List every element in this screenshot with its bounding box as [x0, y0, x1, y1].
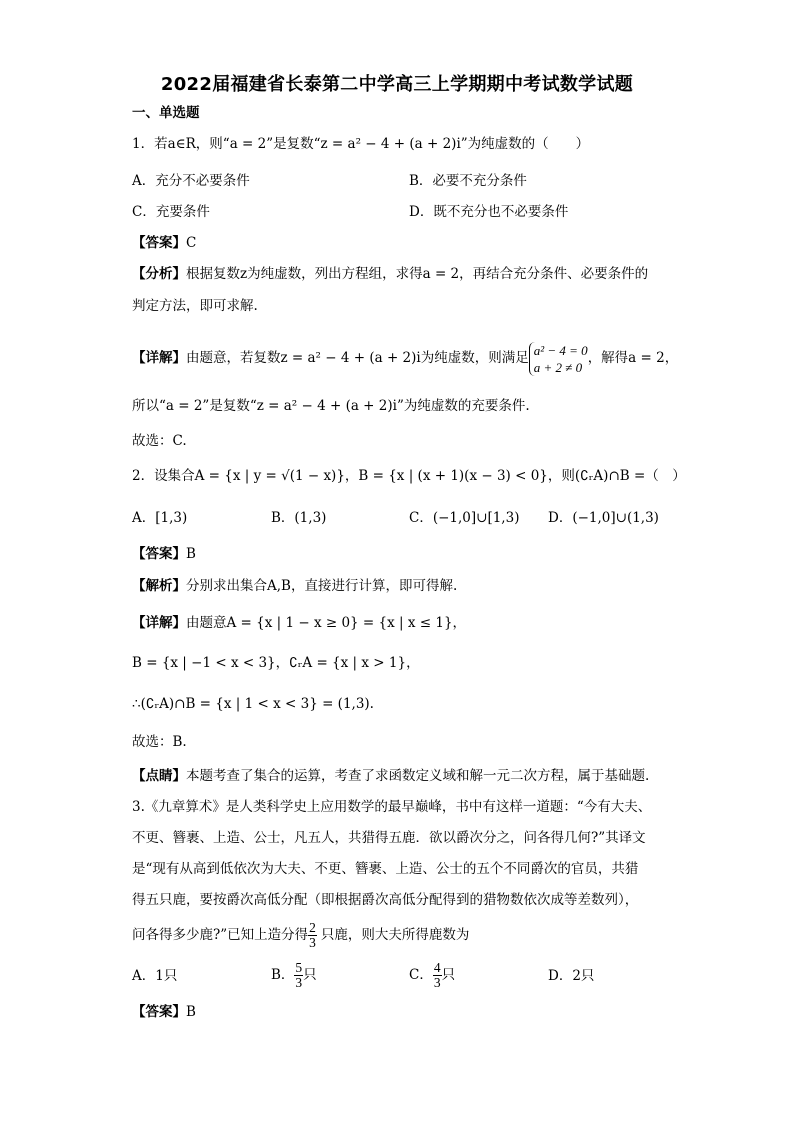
q1-option-d: D．既不充分也不必要条件: [409, 204, 569, 220]
q2-detail-line1: [132, 613, 466, 633]
q2-option-b: B．(1,3): [271, 510, 327, 526]
analysis-text: 分别求出集合A,B，直接进行计算，即可得解.: [186, 578, 458, 594]
q2-option-a: A．[1,3): [132, 510, 188, 526]
fraction: [433, 961, 442, 990]
fraction: [308, 921, 317, 950]
fraction-numerator: 5: [295, 960, 303, 975]
q2-comment: [132, 766, 649, 786]
q3-stem-line4: 得五只鹿，要按爵次高低分配（即根据爵次高低分配得到的猎物数依次成等差数列），: [132, 892, 639, 908]
q1-option-c: C．充要条件: [132, 204, 210, 220]
q1-stem: 1．若a∈R，则“a = 2”是复数“z = a² − 4 + (a + 2)i”为纯虚数的（ ）: [132, 136, 590, 152]
answer-tag: 【答案】: [132, 1004, 186, 1020]
q3-stem-line5: [132, 918, 469, 952]
q3-option-a: A．1只: [132, 968, 178, 984]
fraction-denominator: 3: [309, 935, 316, 950]
section-heading: 一、单选题: [132, 105, 200, 121]
q1-analysis-line2: 判定方法，即可求解.: [132, 298, 258, 314]
analysis-tag: 【分析】: [132, 266, 186, 282]
fraction-numerator: 4: [433, 960, 441, 975]
fraction: [294, 961, 303, 990]
answer-tag: 【答案】: [132, 235, 186, 251]
analysis-text: 根据复数z为纯虚数，列出方程组，求得a = 2，再结合充分条件、必要条件的: [186, 266, 649, 282]
q3-option-b: [271, 958, 317, 992]
option-unit: 只: [441, 967, 456, 983]
q3-option-c: [409, 958, 455, 992]
q1-analysis-line1: [132, 264, 648, 284]
q2-stem: 2．设集合A = {x | y = √(1 − x)}，B = {x | (x + 1)(x − 3) < 0}，则(∁ᵣA)∩B =（ ）: [132, 468, 686, 484]
equation-row: a² − 4 = 0: [533, 342, 588, 358]
q2-choose: 故选：B.: [132, 734, 187, 750]
fraction-denominator: 3: [295, 975, 303, 990]
detail-text-tail: ，解得a = 2，: [587, 350, 679, 366]
answer-value: B: [186, 1004, 196, 1020]
q3-option-d: D．2只: [548, 968, 595, 984]
fraction-denominator: 3: [433, 975, 441, 990]
option-letter: C．: [409, 967, 433, 983]
equation-system: [529, 342, 588, 376]
analysis-tag: 【解析】: [132, 578, 186, 594]
q3-stem-line3: 是“现有从高到低依次为大夫、不更、簪裹、上造、公士的五个不同爵次的官员，共猎: [132, 861, 639, 877]
option-unit: 只: [303, 967, 317, 983]
comment-text: 本题考查了集合的运算，考查了求函数定义域和解一元二次方程，属于基础题.: [186, 768, 650, 784]
option-letter: B．: [271, 967, 295, 983]
q1-option-a: A．充分不必要条件: [132, 173, 250, 189]
answer-value: B: [186, 546, 196, 562]
q1-detail-line1: [132, 340, 678, 376]
q1-detail-line2: 所以“a = 2”是复数“z = a² − 4 + (a + 2)i”为纯虚数的充要条件.: [132, 398, 530, 414]
detail-text: 由题意，若复数z = a² − 4 + (a + 2)i为纯虚数，则满足: [186, 350, 529, 366]
q1-option-b: B．必要不充分条件: [409, 173, 527, 189]
q1-choose: 故选：C.: [132, 433, 187, 449]
q3-stem-text: 问各得多少鹿?”已知上造分得: [132, 927, 309, 943]
comment-tag: 【点睛】: [132, 768, 186, 784]
detail-tag: 【详解】: [132, 350, 186, 366]
detail-text: 由题意A = {x | 1 − x ≥ 0} = {x | x ≤ 1}，: [186, 615, 467, 631]
q2-answer: [132, 544, 196, 564]
detail-tag: 【详解】: [132, 615, 186, 631]
page-title: 2022届福建省长泰第二中学高三上学期期中考试数学试题: [160, 74, 634, 95]
q2-detail-line2: B = {x | −1 < x < 3}，∁ᵣA = {x | x > 1}，: [132, 655, 420, 671]
q1-answer: [132, 233, 196, 253]
q3-stem-text-tail: 只鹿，则大夫所得鹿数为: [320, 927, 470, 943]
q2-detail-line3: ∴(∁ᵣA)∩B = {x | 1 < x < 3} = (1,3).: [132, 696, 374, 712]
q2-analysis: [132, 576, 457, 596]
fraction-numerator: 2: [309, 920, 316, 935]
q3-answer: [132, 1002, 196, 1022]
answer-tag: 【答案】: [132, 546, 186, 562]
equation-row: a + 2 ≠ 0: [533, 359, 583, 375]
q2-option-d: D．(−1,0]∪(1,3): [548, 510, 659, 526]
q2-option-c: C．(−1,0]∪[1,3): [409, 510, 520, 526]
answer-value: C: [186, 235, 197, 251]
q3-stem-line2: 不更、簪裹、上造、公士，凡五人，共猎得五鹿．欲以爵次分之，问各得几何?”其译文: [132, 830, 646, 846]
q3-stem-line1: 3.《九章算术》是人类科学史上应用数学的最早巅峰，书中有这样一道题：“今有大夫、: [132, 799, 652, 815]
